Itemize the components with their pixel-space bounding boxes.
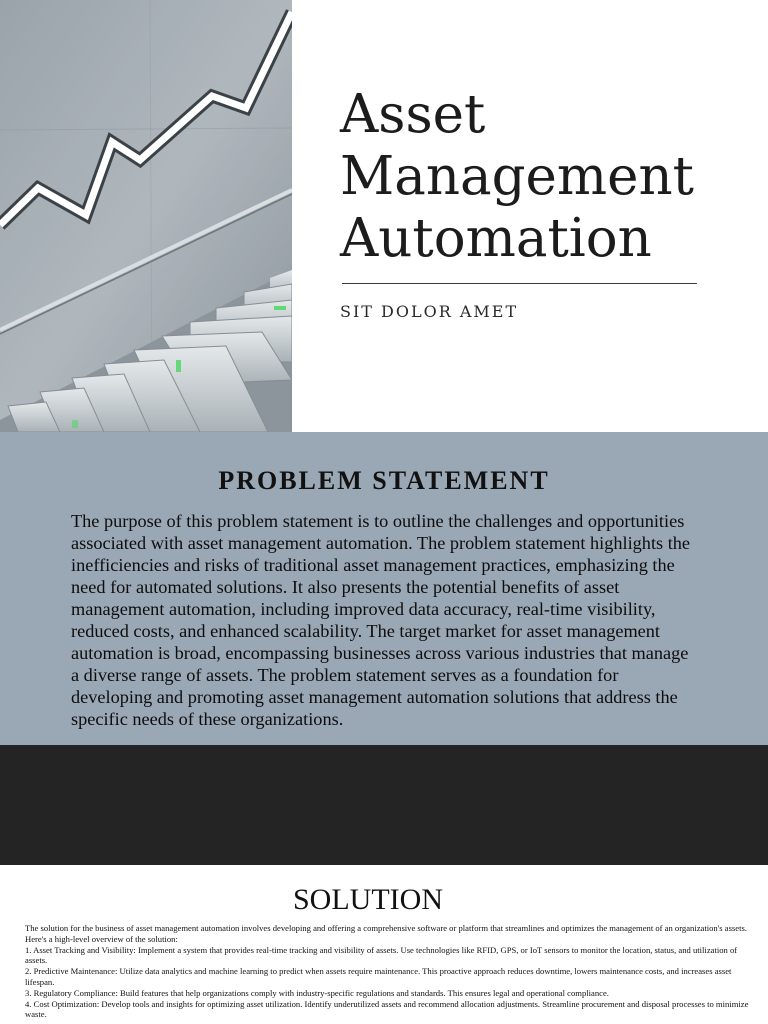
title-line: Management <box>340 146 694 207</box>
problem-slide <box>0 432 768 865</box>
subtitle: SIT DOLOR AMET <box>340 302 519 321</box>
problem-heading: PROBLEM STATEMENT <box>218 466 550 495</box>
main-title <box>340 84 740 270</box>
solution-intro: The solution for the business of asset management automation involves developing and offering a comprehensive software or platform that streamlines and optimizes the management of an organization's assets. Here's a high-level overview of the solution: <box>25 923 747 944</box>
title-line: Automation <box>340 208 652 269</box>
title-divider <box>342 283 697 284</box>
solution-slide <box>0 865 768 1024</box>
solution-body <box>25 923 750 1020</box>
title-slide <box>0 0 768 432</box>
solution-item: 2. Predictive Maintenance: Utilize data analytics and machine learning to predict when assets require maintenance. This proactive approach reduces downtime, lowers maintenance costs, and increases asset lifespan. <box>25 966 732 987</box>
solution-item: 1. Asset Tracking and Visibility: Implement a system that provides real-time tracking and visibility of assets. Use technologies like RFID, GPS, or IoT sensors to monitor the location, status, and utilization of assets. <box>25 944 738 966</box>
problem-body: The purpose of this problem statement is to outline the challenges and opportunities associated with asset management automation. The problem statement highlights the inefficiencies and risks of traditional asset management practices, emphasizing the need for automated solutions. It also presents the potential benefits of asset management automation, including improved data accuracy, real-time visibility, reduced costs, and enhanced scalability. The target market for asset management automation is broad, encompassing businesses across various industries that manage a diverse range of assets. The problem statement serves as a foundation for developing and promoting asset management automation solutions that address the specific needs of these organizations. <box>71 511 691 729</box>
solution-item: 3. Regulatory Compliance: Build features that help organizations comply with industry-specific regulations and standards. This ensures legal and operational compliance. <box>25 987 609 998</box>
solution-heading: SOLUTION <box>293 883 443 916</box>
solution-item: 4. Cost Optimization: Develop tools and insights for optimizing asset utilization. Identify underutilized assets and recommend allocation adjustments. Streamline procurement and disposal processes to minimize waste. <box>25 998 749 1020</box>
hero-image <box>0 0 292 432</box>
title-line: Asset <box>340 84 486 145</box>
problem-panel <box>0 432 768 745</box>
